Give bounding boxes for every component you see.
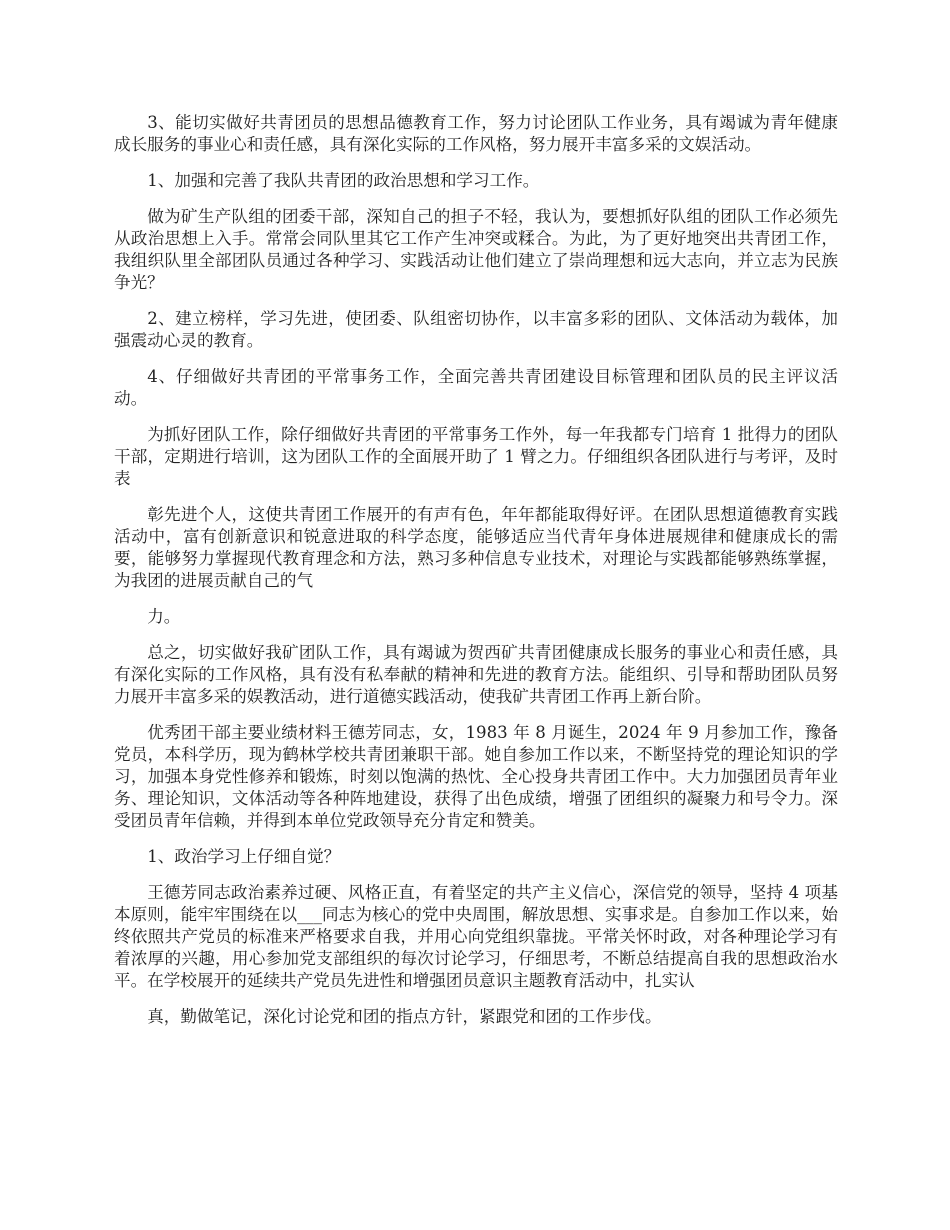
paragraph-7: 彰先进个人，这使共青团工作展开的有声有色，年年都能取得好评。在团队思想道德教育实践活动中，富有创新意识和锐意进取的科学态度，能够适应当代青年身体进展规律和健康成长的需要，能够努力掌握现代教育理念和方法，熟习多种信息专业技术，对理论与实践都能够熟练掌握，为我团的进展贡献自己的气 <box>114 505 838 590</box>
paragraph-8: 力。 <box>147 607 181 626</box>
paragraph-6: 为抓好团队工作，除仔细做好共青团的平常事务工作外，每一年我都专门培育 1 批得力的团队干部，定期进行培训，这为团队工作的全面展开助了 1 臂之力。仔细组织各团队进行与考评，及时表 <box>114 425 838 488</box>
paragraph-3: 做为矿生产队组的团委干部，深知自己的担子不轻，我认为，要想抓好队组的团队工作必须先从政治思想上入手。常常会同队里其它工作产生冲突或糅合。为此，为了更好地突出共青团工作，我组织队里全部团队员通过各种学习、实践活动让他们建立了崇尚理想和远大志向，并立志为民族争光？ <box>114 207 838 292</box>
paragraph-11: 1、政治学习上仔细自觉？ <box>147 847 341 866</box>
paragraph-1: 3、能切实做好共青团员的思想品德教育工作，努力讨论团队工作业务，具有竭诚为青年健康成长服务的事业心和责任感，具有深化实际的工作风格，努力展开丰富多采的文娱活动。 <box>114 113 838 154</box>
paragraph-12: 王德芳同志政治素养过硬、风格正直，有着坚定的共产主义信心，深信党的领导，坚持 4 项基本原则，能牢牢围绕在以___同志为核心的党中央周围，解放思想、实事求是。自参加工作以来，始终依照共产党员的标准来严格要求自我，并用心向党组织靠拢。平常关怀时政，对各种理论学习有着浓厚的兴趣，用心参加党支部组织的每次讨论学习，仔细思考，不断总结提高自我的思想政治水平。在学校展开的延续共产党员先进性和增强团员意识主题教育活动中，扎实认 <box>114 883 838 990</box>
paragraph-4: 2、建立榜样，学习先进，使团委、队组密切协作，以丰富多彩的团队、文体活动为载体，加强震动心灵的教育。 <box>114 309 838 350</box>
paragraph-13: 真，勤做笔记，深化讨论党和团的指点方针，紧跟党和团的工作步伐。 <box>147 1007 662 1026</box>
paragraph-10: 优秀团干部主要业绩材料王德芳同志，女，1983 年 8 月诞生，2024 年 9 月参加工作，豫备党员，本科学历，现为鹤林学校共青团兼职干部。她自参加工作以来，不断坚持党的理论知识的学习，加强本身党性修养和锻炼，时刻以饱满的热忱、全心投身共青团工作中。大力加强团员青年业务、理论知识，文体活动等各种阵地建设，获得了出色成绩，增强了团组织的凝聚力和号令力。深受团员青年信赖，并得到本单位党政领导充分肯定和赞美。 <box>114 723 838 830</box>
paragraph-2: 1、加强和完善了我队共青团的政治思想和学习工作。 <box>147 171 540 190</box>
paragraph-9: 总之，切实做好我矿团队工作，具有竭诚为贺西矿共青团健康成长服务的事业心和责任感，具有深化实际的工作风格，具有没有私奉献的精神和先进的教育方法。能组织、引导和帮助团队员努力展开丰富多采的娱教活动，进行道德实践活动，使我矿共青团工作再上新台阶。 <box>114 643 838 706</box>
paragraph-5: 4、仔细做好共青团的平常事务工作，全面完善共青团建设目标管理和团队员的民主评议活动。 <box>114 367 838 408</box>
